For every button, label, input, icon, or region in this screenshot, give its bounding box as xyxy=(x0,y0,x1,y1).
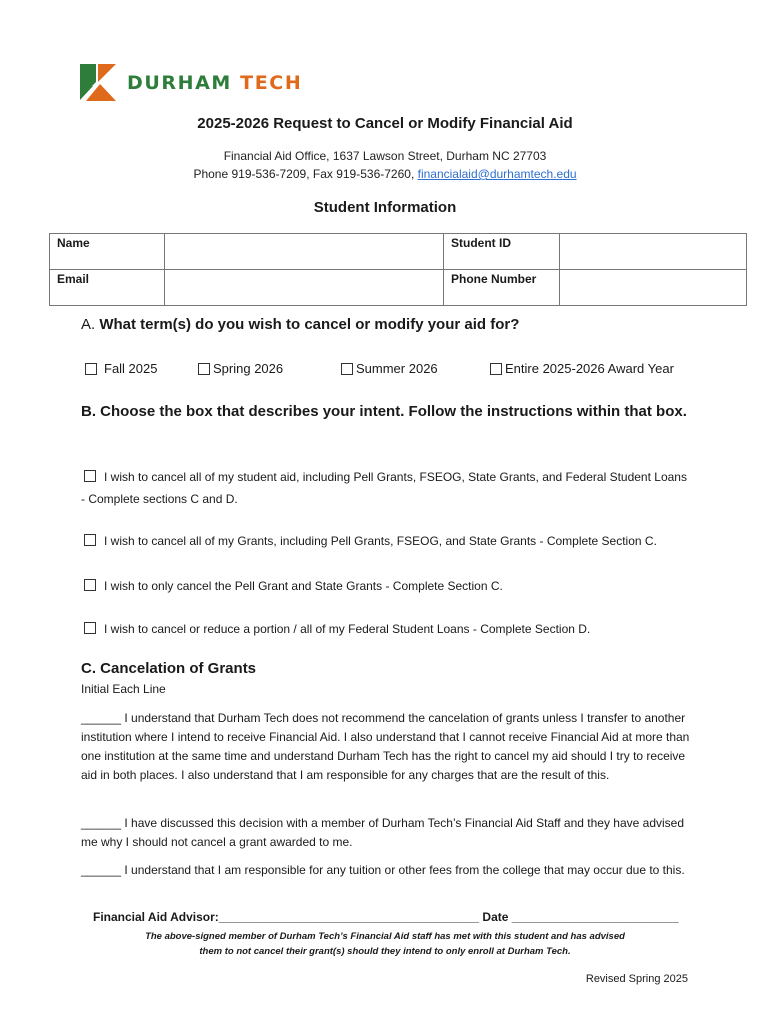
intent-option-4[interactable] xyxy=(81,618,691,640)
term-entire-year[interactable] xyxy=(490,361,674,376)
page-title: 2025-2026 Request to Cancel or Modify Financial Aid xyxy=(197,115,573,132)
option-label: I wish to only cancel the Pell Grant and State Grants - Complete Section C. xyxy=(104,579,503,593)
advisor-note-line-1: The above-signed member of Durham Tech’s Financial Aid staff has met with this student and has advised xyxy=(145,931,625,942)
acknowledgement-3: ______ I understand that I am responsible for any tuition or other fees from the college that may occur due to this. xyxy=(81,863,685,877)
durham-tech-logo-icon xyxy=(80,64,116,101)
section-c-heading: C. Cancelation of Grants xyxy=(81,660,257,677)
section-a-text: What term(s) do you wish to cancel or modify your aid for? xyxy=(99,316,520,333)
checkbox[interactable] xyxy=(84,470,96,482)
advisor-signature-line[interactable]: Financial Aid Advisor:_______________________________________ Date _________________________ xyxy=(93,910,679,924)
office-address: Financial Aid Office, 1637 Lawson Street, Durham NC 27703 xyxy=(223,149,547,163)
student-id-field[interactable] xyxy=(560,234,747,270)
acknowledgement-1: ______ I understand that Durham Tech does not recommend the cancelation of grants unless I transfer to another institution where I intend to receive Financial Aid. I also understand that I cannot receive Financial Aid at more than one institution at the same time and understand Durham Tech has the right to cancel my aid should I try to receive aid in both places. I also understand that I am responsible for any charges that are the result of this. xyxy=(81,711,690,782)
phone-field[interactable] xyxy=(560,270,747,306)
name-label: Name xyxy=(50,234,165,270)
revision-date: Revised Spring 2025 xyxy=(585,973,688,985)
student-info-table xyxy=(49,233,747,306)
section-a-question xyxy=(81,316,519,333)
checkbox[interactable] xyxy=(198,363,210,375)
intent-option-3[interactable] xyxy=(81,575,691,597)
advisor-note-line-2: them to not cancel their grant(s) should they intend to only enroll at Durham Tech. xyxy=(199,946,571,957)
phone-fax: Phone 919-536-7209, Fax 919-536-7260, xyxy=(193,167,418,181)
option-label: I wish to cancel or reduce a portion / all of my Federal Student Loans - Complete Section D. xyxy=(104,622,591,636)
email-label: Email xyxy=(50,270,165,306)
email-link[interactable]: financialaid@durhamtech.edu xyxy=(417,167,577,181)
checkbox[interactable] xyxy=(85,363,97,375)
name-field[interactable] xyxy=(165,234,444,270)
option-label: I wish to cancel all of my student aid, including Pell Grants, FSEOG, State Grants, and Federal Student Loans - Complete sections C and D. xyxy=(81,470,687,506)
acknowledgement-2: ______ I have discussed this decision with a member of Durham Tech’s Financial Aid Staff and they have advised me why I should not cancel a grant awarded to me. xyxy=(81,816,685,849)
term-summer-2026[interactable] xyxy=(341,361,438,376)
term-spring-2026[interactable] xyxy=(198,361,283,376)
logo-word-tech: TECH xyxy=(240,72,303,94)
term-label: Summer 2026 xyxy=(356,361,438,376)
section-a-prefix: A. xyxy=(81,316,100,333)
logo-word-durham: DURHAM xyxy=(127,72,232,94)
checkbox[interactable] xyxy=(490,363,502,375)
contact-line xyxy=(0,167,770,181)
email-field[interactable] xyxy=(165,270,444,306)
section-b-question: B. Choose the box that describes your intent. Follow the instructions within that box. xyxy=(81,403,687,420)
checkbox[interactable] xyxy=(341,363,353,375)
checkbox[interactable] xyxy=(84,579,96,591)
initial-instruction: Initial Each Line xyxy=(81,682,166,696)
checkbox[interactable] xyxy=(84,534,96,546)
term-fall-2025[interactable] xyxy=(85,361,157,376)
checkbox[interactable] xyxy=(84,622,96,634)
term-label: Fall 2025 xyxy=(104,361,158,376)
student-info-heading: Student Information xyxy=(313,199,457,216)
logo-wordmark xyxy=(127,72,302,94)
student-id-label: Student ID xyxy=(444,234,560,270)
intent-option-2[interactable] xyxy=(81,530,691,552)
term-label: Spring 2026 xyxy=(213,361,284,376)
intent-option-1[interactable] xyxy=(81,466,691,510)
term-label: Entire 2025-2026 Award Year xyxy=(505,361,674,376)
option-label: I wish to cancel all of my Grants, including Pell Grants, FSEOG, and State Grants - Complete Section C. xyxy=(104,534,657,548)
phone-label: Phone Number xyxy=(444,270,560,306)
